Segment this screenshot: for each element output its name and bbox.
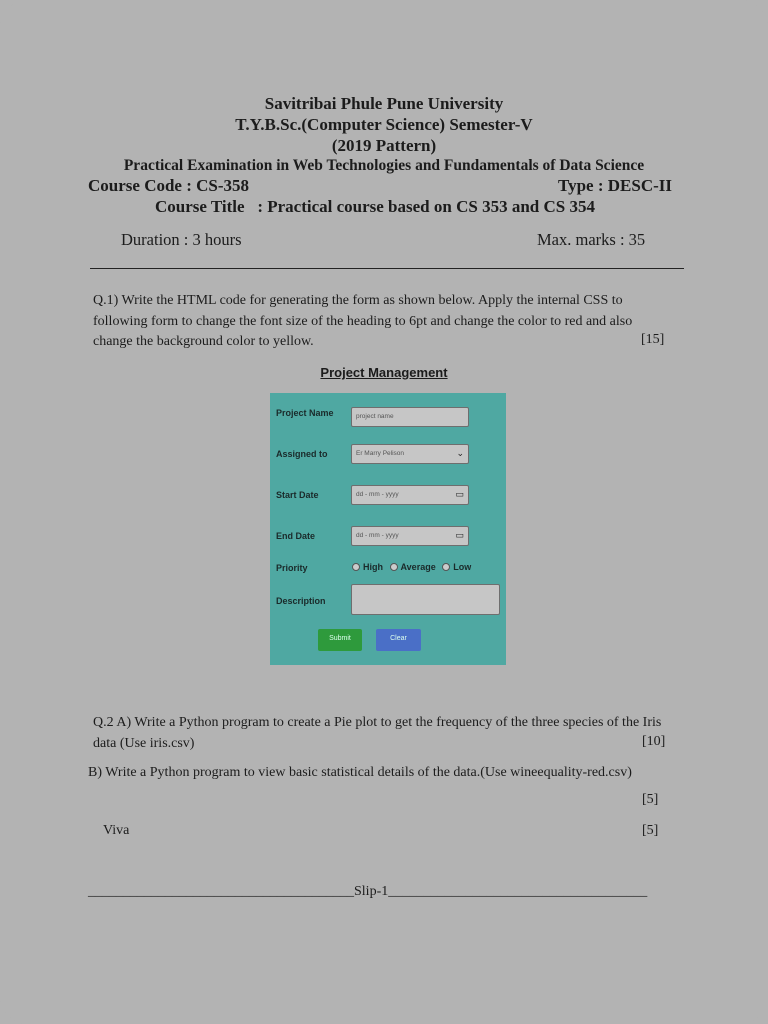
divider-rule — [90, 268, 684, 269]
viva-marks: [5] — [642, 823, 659, 838]
start-date-field — [351, 485, 469, 505]
assigned-to-label: Assigned to — [276, 449, 328, 459]
priority-option-low: Low — [453, 562, 472, 572]
priority-radio-group — [352, 562, 475, 572]
question-2b-text: B) Write a Python program to view basic statistical details of the data.(Use wineequality-red.csv) — [88, 765, 632, 780]
end-date-label: End Date — [276, 531, 316, 541]
question-2a-text: Q.2 A) Write a Python program to create a Pie plot to get the frequency of the three species of the Iris data (Use iris.csv) — [93, 715, 662, 751]
radio-circle-icon — [352, 563, 360, 571]
course-code-row — [88, 176, 672, 196]
clear-button: Clear — [376, 629, 421, 651]
radio-circle-icon — [390, 563, 398, 571]
question-1-marks: [15] — [641, 332, 665, 347]
question-1-text: Q.1) Write the HTML code for generating the form as shown below. Apply the internal CSS to following form to change the font size of the heading to 6pt and change the color to red and also change the background color to yellow. — [93, 293, 633, 349]
duration: Duration : 3 hours — [121, 230, 242, 249]
max-marks: Max. marks : 35 — [537, 230, 646, 249]
end-date-field — [351, 526, 469, 546]
course-code: Course Code : CS-358 — [88, 176, 250, 195]
radio-circle-icon — [442, 563, 450, 571]
course-title: Course Title : Practical course based on CS 353 and CS 354 — [155, 197, 595, 216]
pattern-line: (2019 Pattern) — [331, 136, 437, 155]
start-date-placeholder: dd - mm - yyyy — [356, 491, 399, 498]
viva-label: Viva — [103, 823, 130, 838]
class-line: T.Y.B.Sc.(Computer Science) Semester-V — [235, 115, 533, 134]
exam-title: Practical Examination in Web Technologies and Fundamentals of Data Science — [123, 157, 645, 174]
submit-button: Submit — [318, 629, 362, 651]
question-2b-marks: [5] — [642, 792, 659, 807]
project-form-image — [270, 393, 506, 665]
course-type: Type : DESC-II — [558, 176, 672, 195]
assigned-to-value: Er Marry Pelison — [356, 450, 405, 457]
start-date-label: Start Date — [276, 490, 319, 500]
university-name: Savitribai Phule Pune University — [264, 94, 504, 113]
form-title: Project Management — [320, 365, 448, 380]
priority-option-average: Average — [400, 562, 436, 572]
project-name-label: Project Name — [276, 408, 334, 418]
slip-footer: ______________________________________Slip-1_____________________________________ — [88, 884, 648, 899]
project-name-placeholder: project name — [356, 413, 394, 420]
chevron-down-icon: ⌄ — [456, 448, 464, 458]
description-label: Description — [276, 596, 326, 606]
calendar-icon: ▭ — [455, 489, 464, 499]
priority-option-high: High — [363, 562, 383, 572]
calendar-icon: ▭ — [455, 530, 464, 540]
end-date-placeholder: dd - mm - yyyy — [356, 532, 399, 539]
assigned-to-select — [351, 444, 469, 464]
project-name-field — [351, 407, 469, 427]
description-textarea — [351, 584, 500, 615]
question-2a-marks: [10] — [642, 734, 666, 749]
priority-label: Priority — [276, 563, 308, 573]
